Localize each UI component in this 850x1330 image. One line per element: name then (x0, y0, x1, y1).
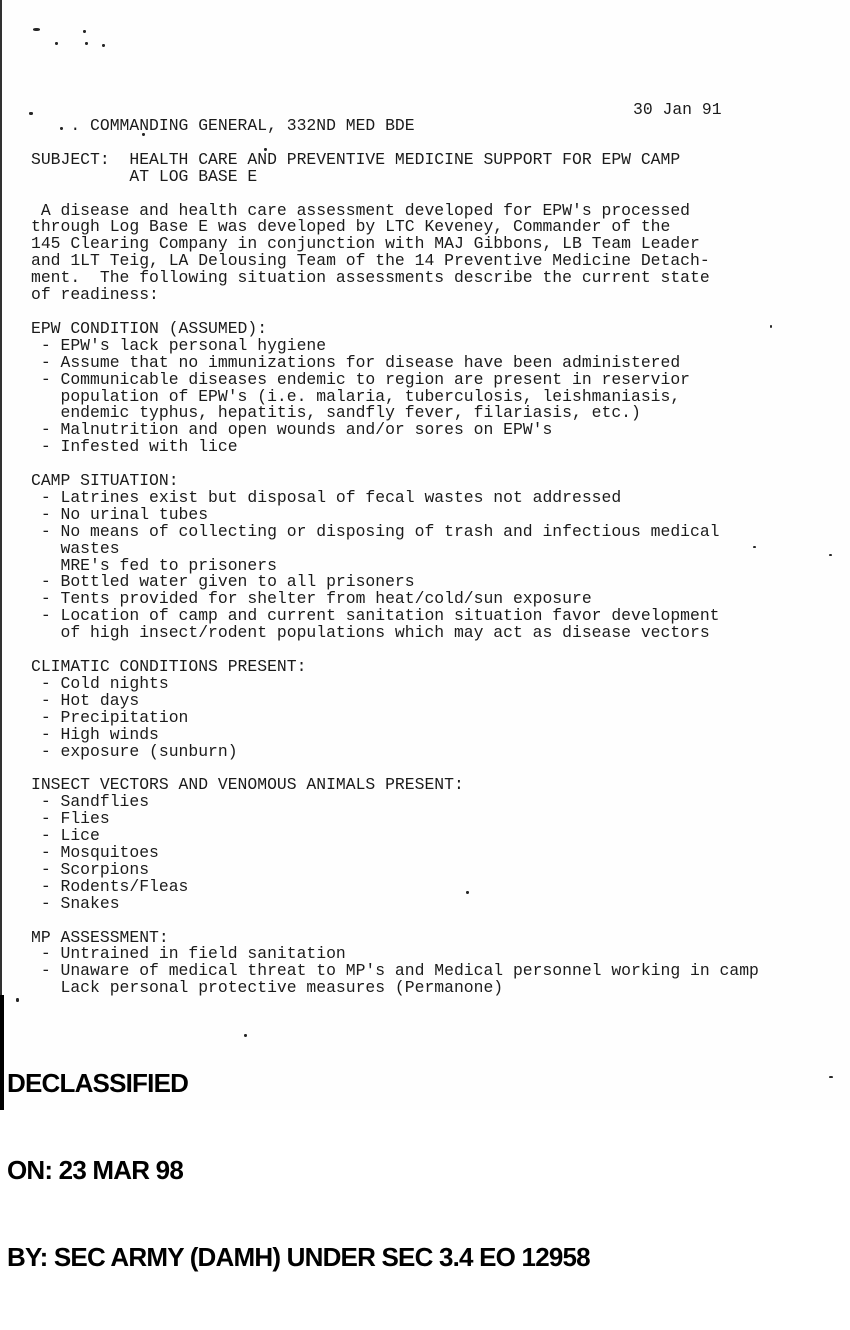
document-line: - Hot days (31, 690, 140, 710)
document-line: and 1LT Teig, LA Delousing Team of the 14 Preventive Medicine Detach- (31, 251, 710, 271)
scan-speckle (829, 1076, 833, 1078)
document-line: - Cold nights (31, 673, 169, 693)
document-date: 30 Jan 91 (633, 100, 722, 119)
scan-speckle (829, 554, 832, 556)
document-line: - Tents provided for shelter from heat/cold/sun exposure (31, 589, 592, 609)
document-line: - Snakes (31, 893, 120, 913)
stamp-line-by-authority: BY: SEC ARMY (DAMH) UNDER SEC 3.4 EO 12958 (7, 1242, 590, 1272)
document-line: - Precipitation (31, 707, 189, 727)
scan-speckle (85, 42, 88, 45)
document-line: of readiness: (31, 285, 159, 305)
document-body (31, 118, 759, 997)
document-line: - Unaware of medical threat to MP's and Medical personnel working in camp (31, 961, 759, 981)
document-line: - Mosquitoes (31, 842, 159, 862)
scan-speckle (83, 30, 86, 33)
document-line: SUBJECT: HEALTH CARE AND PREVENTIVE MEDICINE SUPPORT FOR EPW CAMP (31, 149, 681, 169)
document-line: - Malnutrition and open wounds and/or sores on EPW's (31, 420, 553, 440)
document-line: - Communicable diseases endemic to region are present in reservior (31, 369, 691, 389)
document-line: - Assume that no immunizations for disease have been administered (31, 352, 681, 372)
document-line: MP ASSESSMENT: (31, 927, 169, 947)
stamp-line-on-date: ON: 23 MAR 98 (7, 1155, 183, 1185)
scan-artifact-left-edge-bottom (0, 995, 4, 1110)
document-line: AT LOG BASE E (31, 166, 258, 186)
document-line: - Location of camp and current sanitation situation favor development (31, 606, 720, 626)
document-line: wastes (31, 538, 120, 558)
document-line: - Scorpions (31, 859, 150, 879)
document-line: - No means of collecting or disposing of trash and infectious medical (31, 521, 720, 541)
document-line: - High winds (31, 724, 159, 744)
document-line: CLIMATIC CONDITIONS PRESENT: (31, 657, 307, 676)
document-line: Lack personal protective measures (Permanone) (31, 978, 504, 998)
scan-artifact-left-edge (0, 0, 2, 1002)
document-line: - Untrained in field sanitation (31, 944, 346, 964)
scan-speckle (33, 28, 40, 31)
document-line: through Log Base E was developed by LTC Keveney, Commander of the (31, 217, 671, 237)
document-line: - No urinal tubes (31, 504, 209, 524)
document-line: . COMMANDING GENERAL, 332ND MED BDE (31, 116, 415, 135)
scan-speckle (55, 42, 58, 45)
document-line: - Latrines exist but disposal of fecal wastes not addressed (31, 487, 622, 507)
scan-speckle (102, 44, 105, 47)
scan-speckle (29, 112, 33, 115)
scan-speckle (770, 325, 772, 328)
document-line (31, 186, 759, 203)
document-line: ment. The following situation assessments describe the current state (31, 268, 710, 288)
document-line: INSECT VECTORS AND VENOMOUS ANIMALS PRESENT: (31, 775, 464, 795)
document-line: EPW CONDITION (ASSUMED): (31, 318, 268, 338)
scan-speckle (16, 998, 19, 1002)
declassification-stamp (7, 1011, 590, 1330)
document-line: CAMP SITUATION: (31, 471, 179, 491)
document-line: MRE's fed to prisoners (31, 555, 277, 575)
document-line: - Lice (31, 826, 100, 846)
document-line: endemic typhus, hepatitis, sandfly fever, filariasis, etc.) (31, 403, 641, 423)
document-line: - EPW's lack personal hygiene (31, 335, 327, 355)
document-line: - Flies (31, 809, 110, 829)
document-line: - exposure (sunburn) (31, 741, 238, 761)
document-line (31, 913, 759, 930)
document-line: of high insect/rodent populations which may act as disease vectors (31, 623, 710, 643)
document-line: population of EPW's (i.e. malaria, tuberculosis, leishmaniasis, (31, 386, 681, 406)
stamp-line-declassified: DECLASSIFIED (7, 1068, 189, 1098)
document-line: - Sandflies (31, 792, 150, 812)
document-line: A disease and health care assessment developed for EPW's processed (31, 200, 691, 220)
document-line: - Rodents/Fleas (31, 876, 189, 896)
document-line: - Bottled water given to all prisoners (31, 572, 415, 592)
document-line: 145 Clearing Company in conjunction with MAJ Gibbons, LB Team Leader (31, 234, 700, 254)
document-line: - Infested with lice (31, 437, 238, 457)
